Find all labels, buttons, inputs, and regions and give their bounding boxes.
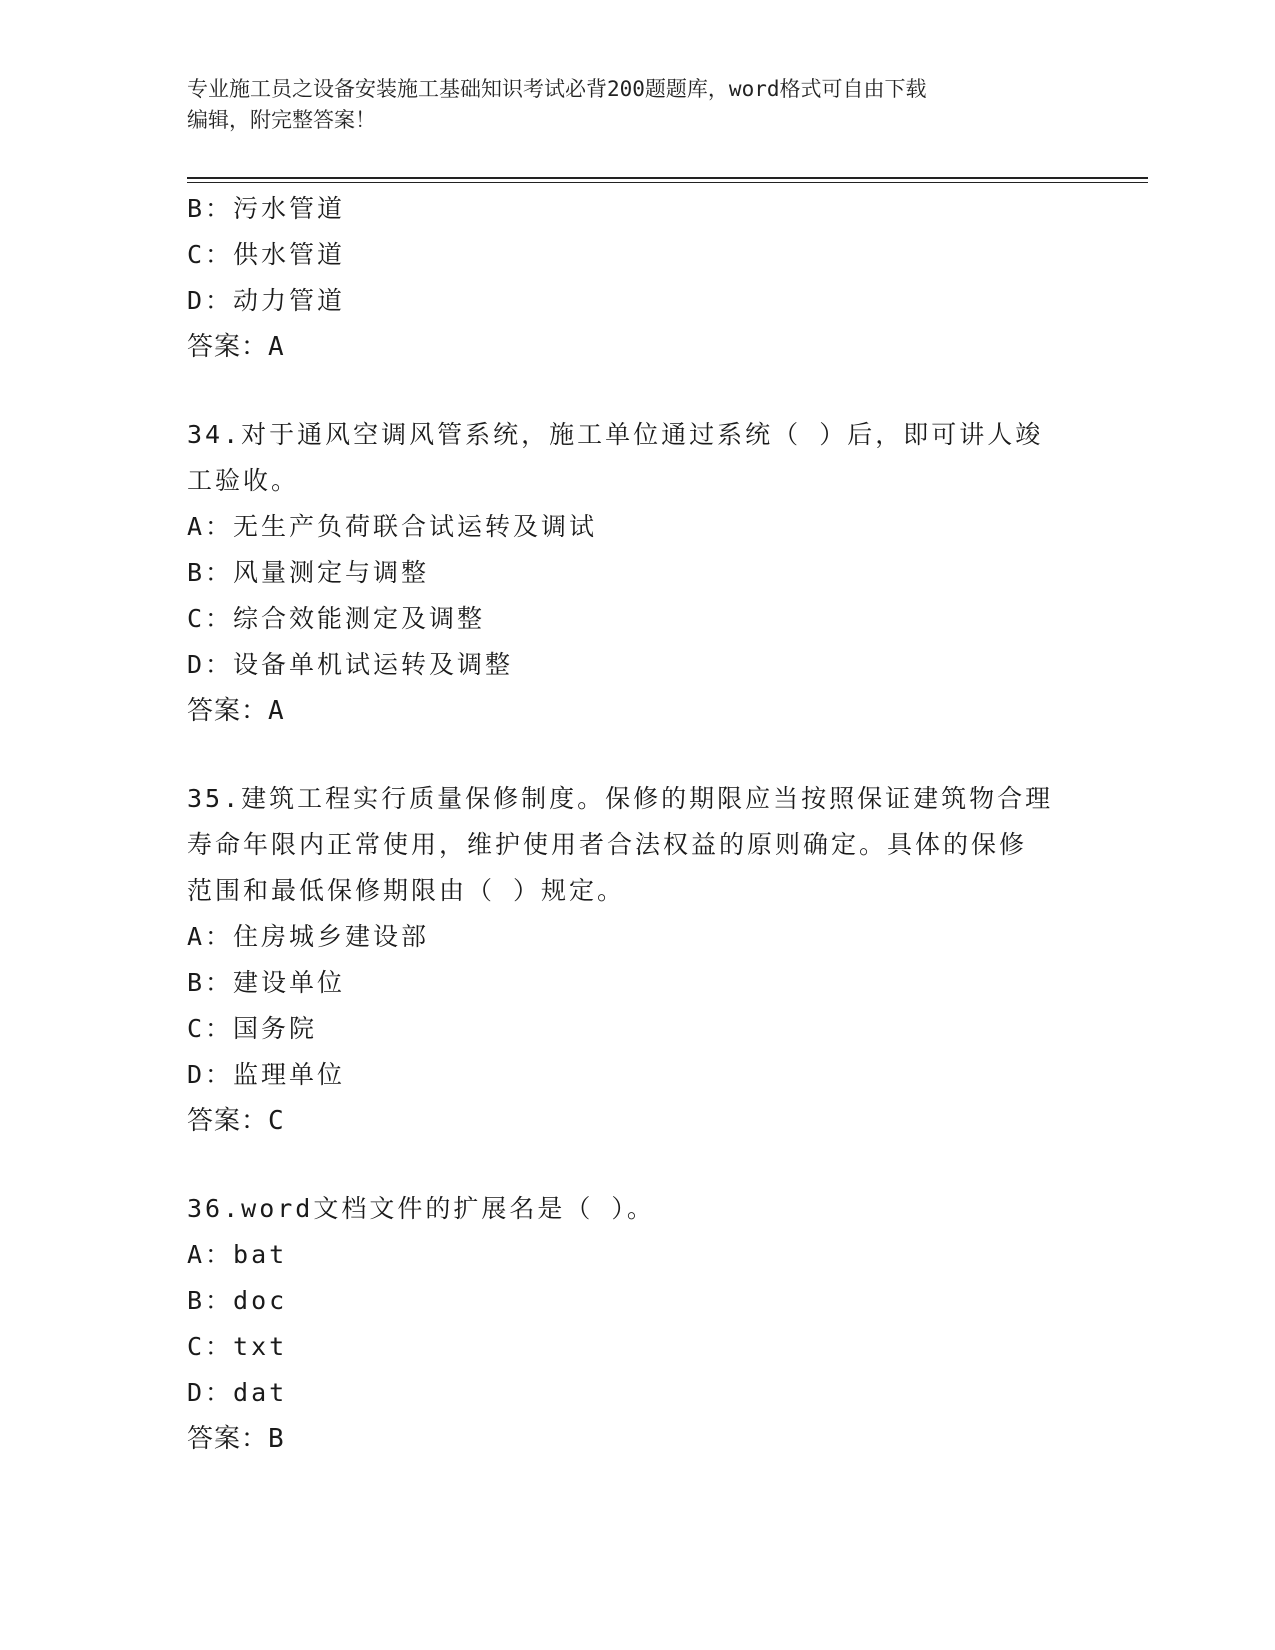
document-header (187, 74, 1087, 136)
option-b: B：风量测定与调整 (187, 558, 430, 587)
header-divider (187, 177, 1148, 183)
question-35 (187, 776, 1087, 1144)
option-b: B：doc (187, 1286, 288, 1315)
header-line-1: 专业施工员之设备安装施工基础知识考试必背200题题库，word格式可自由下载 (187, 77, 927, 101)
question-stem: 工验收。 (187, 466, 300, 495)
option-d: D：动力管道 (187, 286, 346, 315)
question-stem: 35.建筑工程实行质量保修制度。保修的期限应当按照保证建筑物合理 (187, 784, 1054, 813)
option-a: A：无生产负荷联合试运转及调试 (187, 512, 598, 541)
option-b: B：污水管道 (187, 194, 346, 223)
option-d: D：dat (187, 1378, 288, 1407)
question-stem: 寿命年限内正常使用，维护使用者合法权益的原则确定。具体的保修 (187, 830, 1028, 859)
option-c: C：综合效能测定及调整 (187, 604, 486, 633)
option-c: C：txt (187, 1332, 288, 1361)
question-stem: 36.word文档文件的扩展名是（ ）。 (187, 1194, 655, 1223)
question-stem: 范围和最低保修期限由（ ）规定。 (187, 876, 626, 905)
question-36 (187, 1186, 1087, 1462)
option-b: B：建设单位 (187, 968, 346, 997)
option-a: A：住房城乡建设部 (187, 922, 430, 951)
question-33-tail (187, 186, 1087, 370)
question-34 (187, 412, 1087, 734)
answer-line: 答案：A (187, 332, 285, 362)
option-c: C：供水管道 (187, 240, 346, 269)
question-list (187, 186, 1087, 1462)
option-d: D：监理单位 (187, 1060, 346, 1089)
option-c: C：国务院 (187, 1014, 318, 1043)
question-stem: 34.对于通风空调风管系统，施工单位通过系统（ ）后，即可讲人竣 (187, 420, 1044, 449)
answer-line: 答案：C (187, 1106, 285, 1136)
option-a: A：bat (187, 1240, 288, 1269)
answer-line: 答案：B (187, 1424, 285, 1454)
option-d: D：设备单机试运转及调整 (187, 650, 514, 679)
header-line-2: 编辑，附完整答案！ (187, 108, 376, 132)
answer-line: 答案：A (187, 696, 285, 726)
